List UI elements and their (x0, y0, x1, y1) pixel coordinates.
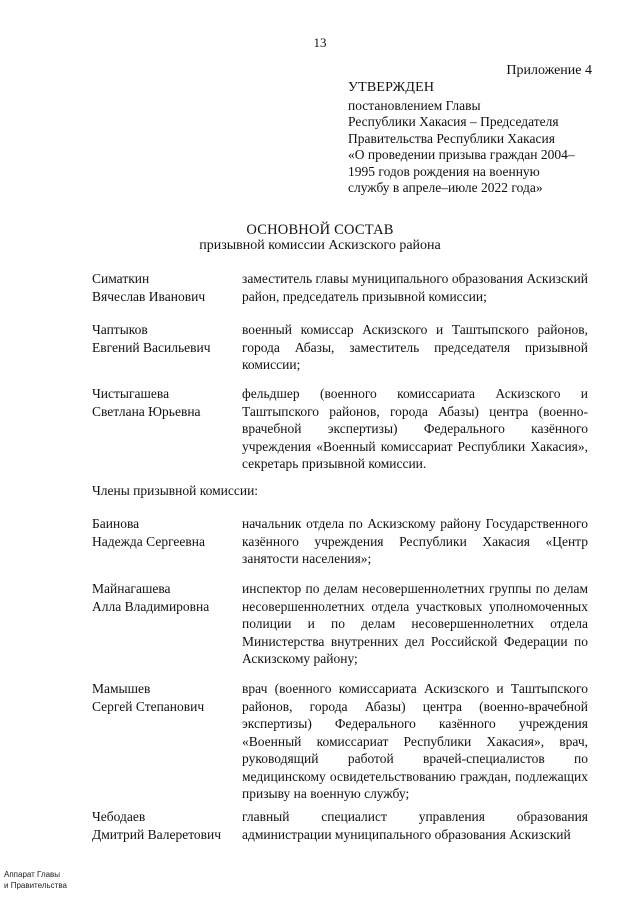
member-name (92, 515, 237, 550)
member-role: врач (военного комиссариата Аскизского и Таштыпского районов, города Абазы) центра (военно-врачебной экспертизы) Федерального казённого учреждения «Военный комиссариат Республики Хакасия», врач, руководящий работой врачей-специалистов по медицинскому освидетельствованию граждан, подлежащих призыву на военную службу; (242, 681, 588, 801)
member-name (92, 321, 237, 356)
member-surname: Мамышев (92, 681, 151, 696)
member-role: главный специалист управления образования администрации муниципального образования Аскизский (242, 809, 588, 842)
member-surname: Баинова (92, 516, 140, 531)
member-given-names: Алла Владимировна (92, 598, 210, 614)
member-given-names: Евгений Васильевич (92, 339, 211, 355)
footer-stamp (4, 869, 67, 891)
footer-stamp-line: и Правительства (4, 881, 67, 890)
member-name (92, 808, 237, 843)
member-given-names: Надежда Сергеевна (92, 533, 206, 549)
annex-label: Приложение 4 (506, 63, 592, 78)
page-number: 13 (313, 35, 327, 50)
approval-line: 1995 годов рождения на военную (348, 163, 540, 179)
approval-line: постановлением Главы (348, 97, 481, 113)
approval-line: Республики Хакасия – Председателя (348, 114, 559, 129)
section-title: ОСНОВНОЙ СОСТАВ (246, 222, 394, 238)
approval-line: Правительства Республики Хакасия (348, 130, 555, 146)
approval-line: «О проведении призыва граждан 2004– (348, 147, 575, 162)
member-surname: Майнагашева (92, 581, 171, 596)
member-given-names: Дмитрий Валеретович (92, 826, 222, 842)
members-heading: Члены призывной комиссии: (92, 483, 259, 498)
member-given-names: Сергей Степанович (92, 698, 205, 714)
member-given-names: Светлана Юрьевна (92, 403, 201, 419)
member-role: начальник отдела по Аскизскому району Государственного казённого учреждения Республики Хакасия «Центр занятости населения»; (242, 516, 588, 566)
footer-stamp-line: Аппарат Главы (4, 870, 61, 879)
member-surname: Чаптыков (92, 322, 148, 337)
section-subtitle: призывной комиссии Аскизского района (199, 238, 441, 253)
member-given-names: Вячеслав Иванович (92, 288, 206, 304)
member-role: военный комиссар Аскизского и Таштыпского районов, города Абазы, заместитель председателя призывной комиссии; (242, 322, 588, 372)
member-surname: Чистыгашева (92, 386, 170, 401)
member-role: заместитель главы муниципального образования Аскизский район, председатель призывной комиссии; (242, 271, 588, 304)
member-surname: Чебодаев (92, 809, 146, 824)
approval-block (348, 80, 598, 197)
member-name (92, 580, 237, 615)
member-role: инспектор по делам несовершеннолетних группы по делам несовершеннолетних отдела участковых уполномоченных полиции и по делам несовершеннолетних отдела Министерства внутренних дел Российской Федерации по Аскизскому району; (242, 581, 588, 666)
member-name (92, 385, 237, 420)
approval-heading: УТВЕРЖДЕН (348, 80, 435, 95)
member-surname: Симаткин (92, 271, 150, 286)
member-name (92, 680, 237, 715)
member-role: фельдшер (военного комиссариата Аскизского и Таштыпского районов, города Абазы) центра (военно-врачебной экспертизы) Федерального казённого учреждения «Военный комиссариат Республики Хакасия», секретарь призывной комиссии. (242, 386, 588, 471)
approval-line: службу в апреле–июле 2022 года» (348, 180, 543, 195)
member-name (92, 270, 237, 305)
